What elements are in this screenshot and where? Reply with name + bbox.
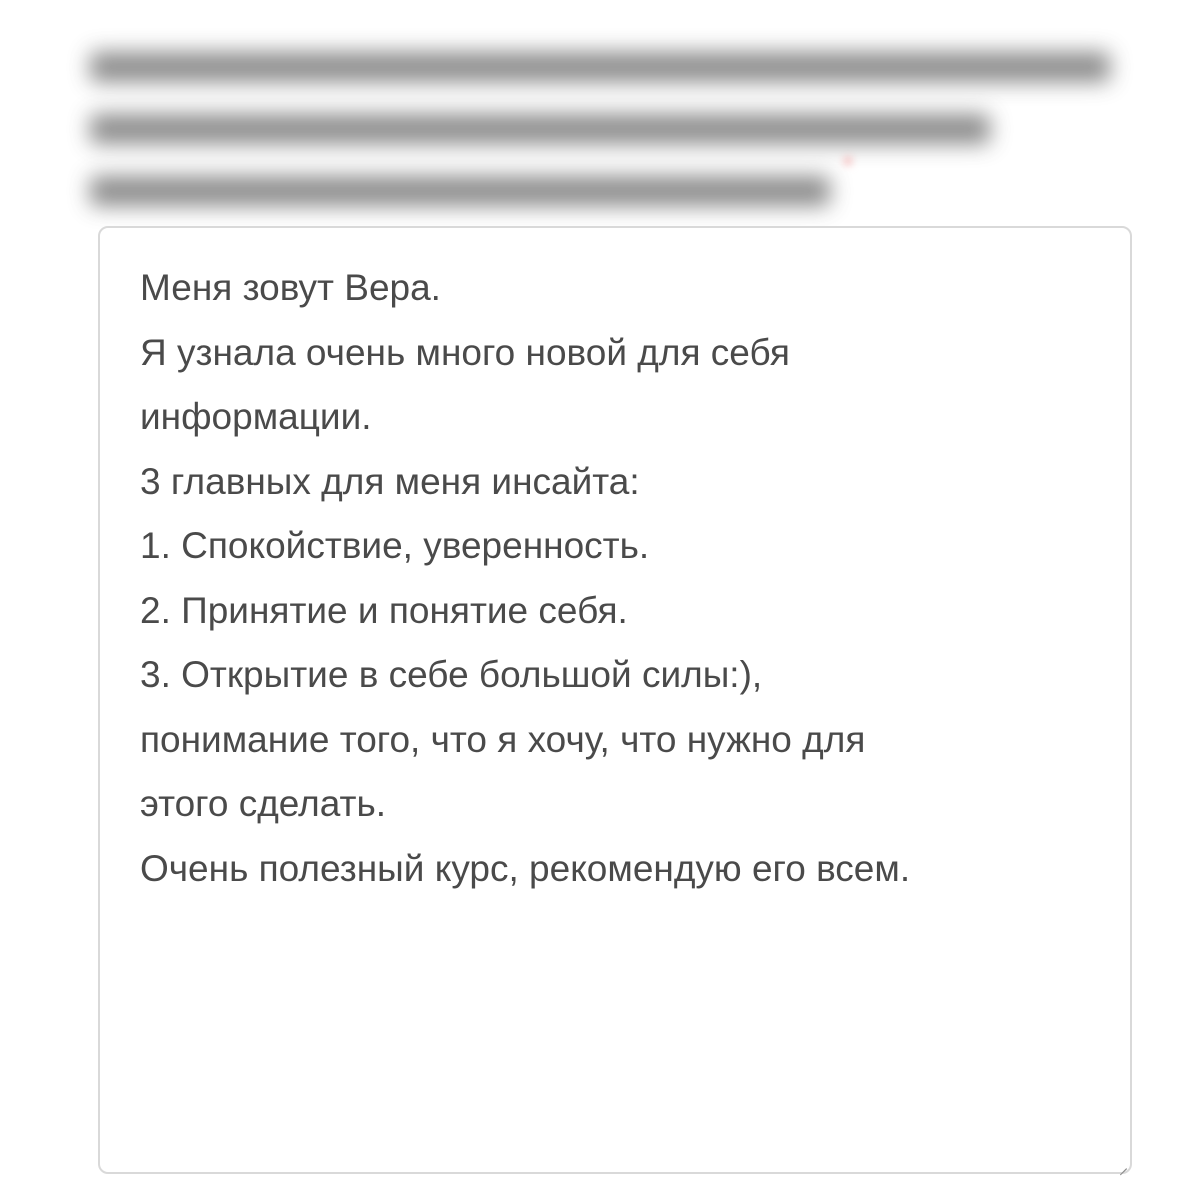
answer-line: Очень полезный курс, рекомендую его всем. — [140, 847, 911, 889]
question-line-blurred — [90, 176, 830, 206]
answer-line: информации. — [140, 396, 372, 437]
question-line-blurred — [90, 114, 990, 144]
answer-line: 2. Принятие и понятие себя. — [140, 589, 628, 631]
answer-line: 1. Спокойствие, уверенность. — [140, 525, 650, 566]
resize-grip-icon[interactable] — [1119, 1161, 1127, 1169]
answer-line: Меня зовут Вера. — [140, 267, 441, 308]
required-asterisk: * — [842, 150, 854, 183]
answer-line: 3 главных для меня инсайта: — [140, 460, 640, 502]
question-label — [90, 22, 1130, 212]
answer-line: 3. Открытие в себе большой силы:), — [140, 654, 763, 695]
answer-line: понимание того, что я хочу, что нужно для — [140, 718, 866, 760]
question-line-blurred — [90, 52, 1110, 82]
answer-line: Я узнала очень много новой для себя — [140, 331, 790, 373]
answer-textarea[interactable] — [98, 226, 1132, 1174]
answer-text[interactable] — [140, 256, 1100, 901]
answer-line: этого сделать. — [140, 783, 387, 824]
